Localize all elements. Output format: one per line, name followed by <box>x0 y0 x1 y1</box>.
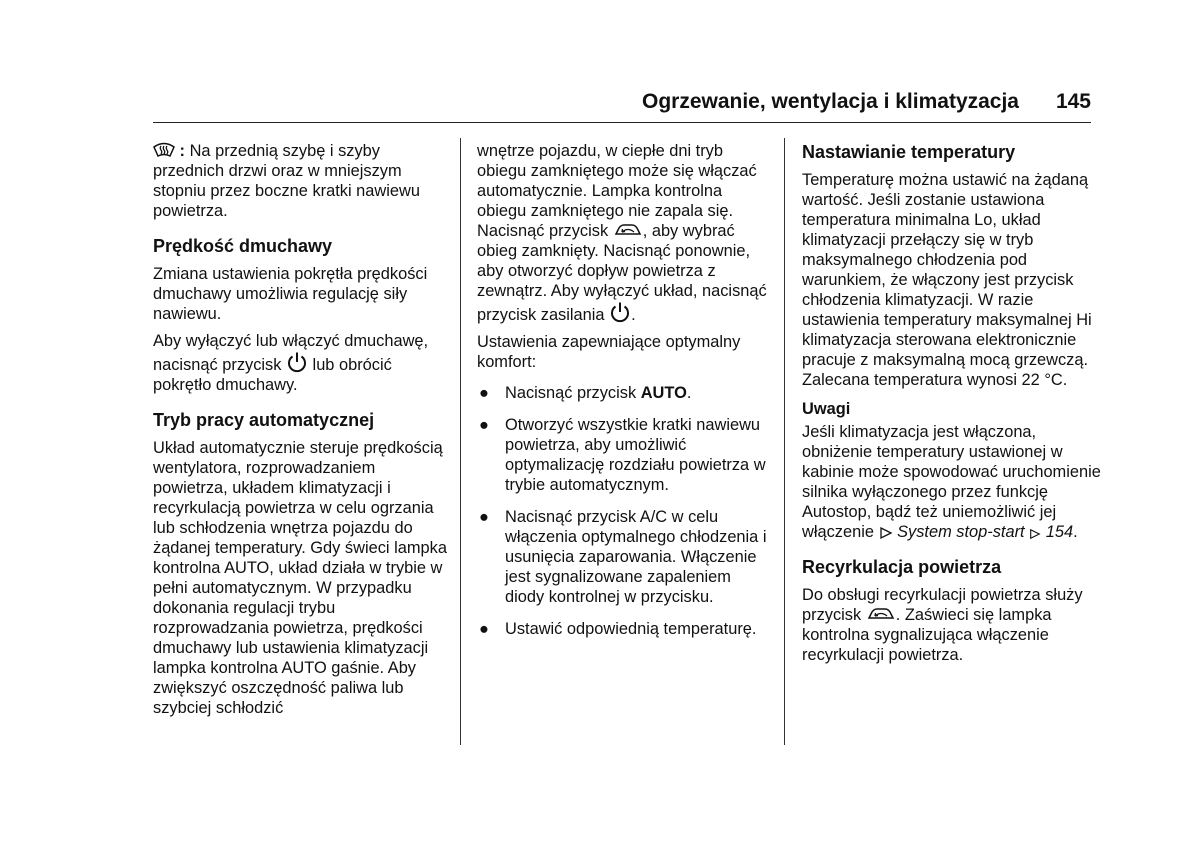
list-item <box>477 507 773 607</box>
air-recirculation-icon <box>613 221 643 239</box>
heading-temperature: Nastawianie temperatury <box>802 142 1016 162</box>
recirc-text: wnętrze pojazdu, w ciepłe dni tryb obiegu zamkniętego może się włączać automatycznie. Lampka kontrolna obiegu zamkniętego nie zapala się. Nacisnąć przycisk <box>477 142 757 240</box>
recirc-text: , aby wybrać obieg zamknięty. Nacisnąć ponownie, aby otworzyć dopływ powietrza z zewnątrz. Aby wyłączyć układ, nacisnąć przycisk zasilania <box>477 222 767 324</box>
link-page-154[interactable]: 154 <box>1045 523 1074 541</box>
recirculation-paragraph <box>802 585 1102 665</box>
recirc-paragraph <box>477 141 773 325</box>
defrost-paragraph <box>153 141 451 221</box>
link-system-stop-start[interactable]: System stop-start <box>897 523 1025 541</box>
defrost-separator: : <box>175 142 190 160</box>
list-item <box>477 415 773 495</box>
air-recirculation-icon <box>866 605 896 623</box>
fan-paragraph-1: Zmiana ustawienia pokrętła prędkości dmuchawy umożliwia regulację siły nawiewu. <box>153 265 428 323</box>
comfort-intro: Ustawienia zapewniające optymalny komfort: <box>477 333 741 371</box>
page-number: 145 <box>1055 90 1091 113</box>
list-item-text: Otworzyć wszystkie kratki nawiewu powietrza, aby umożliwić optymalizację rozdziału powietrza w trybie automatycznym. <box>505 416 766 494</box>
bullet: ● <box>479 620 489 638</box>
windshield-defrost-icon <box>153 141 175 159</box>
bullet: ● <box>479 384 489 402</box>
recirculation-text: . Zaświeci się lampka kontrolna sygnalizująca włączenie recyrkulacji powietrza. <box>802 606 1052 664</box>
list-item-text: Nacisnąć przycisk <box>505 384 641 402</box>
column-separator <box>784 138 785 745</box>
page-reference-arrow-icon <box>879 526 893 540</box>
temperature-paragraph: Temperaturę można ustawić na żądaną wartość. Jeśli zostanie ustawiona temperatura minimalna Lo, układ klimatyzacji przełączy się w tryb maksymalnego chłodzenia pod warunkiem, że włączony jest przycisk chłodzenia klimatyzacji. W razie ustawienia temperatury maksymalnej Hi klimatyzacja sterowana elektronicznie pracuje z maksymalną mocą grzewczą. Zalecana temperatura wynosi 22 °C. <box>802 171 1092 389</box>
fan-paragraph-2 <box>153 331 451 395</box>
heading-notes: Uwagi <box>802 400 851 418</box>
column-3 <box>802 141 1102 672</box>
page-reference-arrow-icon <box>1029 528 1041 540</box>
list-item-text: Ustawić odpowiednią temperaturę. <box>505 620 757 638</box>
heading-fan-speed: Prędkość dmuchawy <box>153 236 333 256</box>
list-item-text: . <box>686 384 692 402</box>
auto-button-label: AUTO <box>640 384 687 402</box>
notes-text: . <box>1073 523 1078 541</box>
heading-auto-mode: Tryb pracy automatycznej <box>153 410 375 430</box>
list-item-text: Nacisnąć przycisk A/C w celu włączenia optymalnego chłodzenia i usunięcia zaparowania. Włączenie jest sygnalizowane zapaleniem diody kontrolnej w przycisku. <box>505 508 767 606</box>
notes-paragraph <box>802 422 1102 542</box>
defrost-text: Na przednią szybę i szyby przednich drzwi oraz w mniejszym stopniu przez boczne kratki nawiewu powietrza. <box>153 142 420 220</box>
bullet: ● <box>479 416 489 434</box>
heading-recirculation: Recyrkulacja powietrza <box>802 557 1002 577</box>
column-2 <box>477 141 773 651</box>
fan-text: Aby wyłączyć lub włączyć dmuchawę, nacisnąć przycisk <box>153 332 429 374</box>
comfort-list <box>477 383 773 639</box>
bullet: ● <box>479 508 489 526</box>
list-item <box>477 619 773 639</box>
power-icon <box>286 351 308 373</box>
fan-text: lub obrócić pokrętło dmuchawy. <box>153 356 392 394</box>
column-1 <box>153 141 451 725</box>
notes-text: Jeśli klimatyzacja jest włączona, obniżenie temperatury ustawionej w kabinie może spowodować uruchomienie silnika wyłączonego przez funkcję Autostop, bądź też uniemożliwić jej włączenie <box>802 423 1101 541</box>
power-icon <box>609 301 631 323</box>
auto-paragraph: Układ automatycznie steruje prędkością wentylatora, rozprowadzaniem powietrza, układem klimatyzacji i recyrkulacją powietrza w celu ogrzania lub schłodzenia wnętrza pojazdu do żądanej temperatury. Gdy świeci lampka kontrolna AUTO, układ działa w trybie w pełni automatycznym. W przypadku dokonania regulacji trybu rozprowadzania powietrza, prędkości dmuchawy lub ustawienia klimatyzacji lampka kontrolna AUTO gaśnie. Aby zwiększyć oszczędność paliwa lub szybciej schłodzić <box>153 439 447 717</box>
list-item <box>477 383 773 403</box>
section-title: Ogrzewanie, wentylacja i klimatyzacja <box>641 90 1019 113</box>
header-rule <box>153 122 1091 123</box>
recirc-text: . <box>631 306 636 324</box>
recirculation-text: Do obsługi recyrkulacji powietrza służy przycisk <box>802 586 1083 624</box>
column-separator <box>460 138 461 745</box>
page-header <box>153 88 1091 120</box>
